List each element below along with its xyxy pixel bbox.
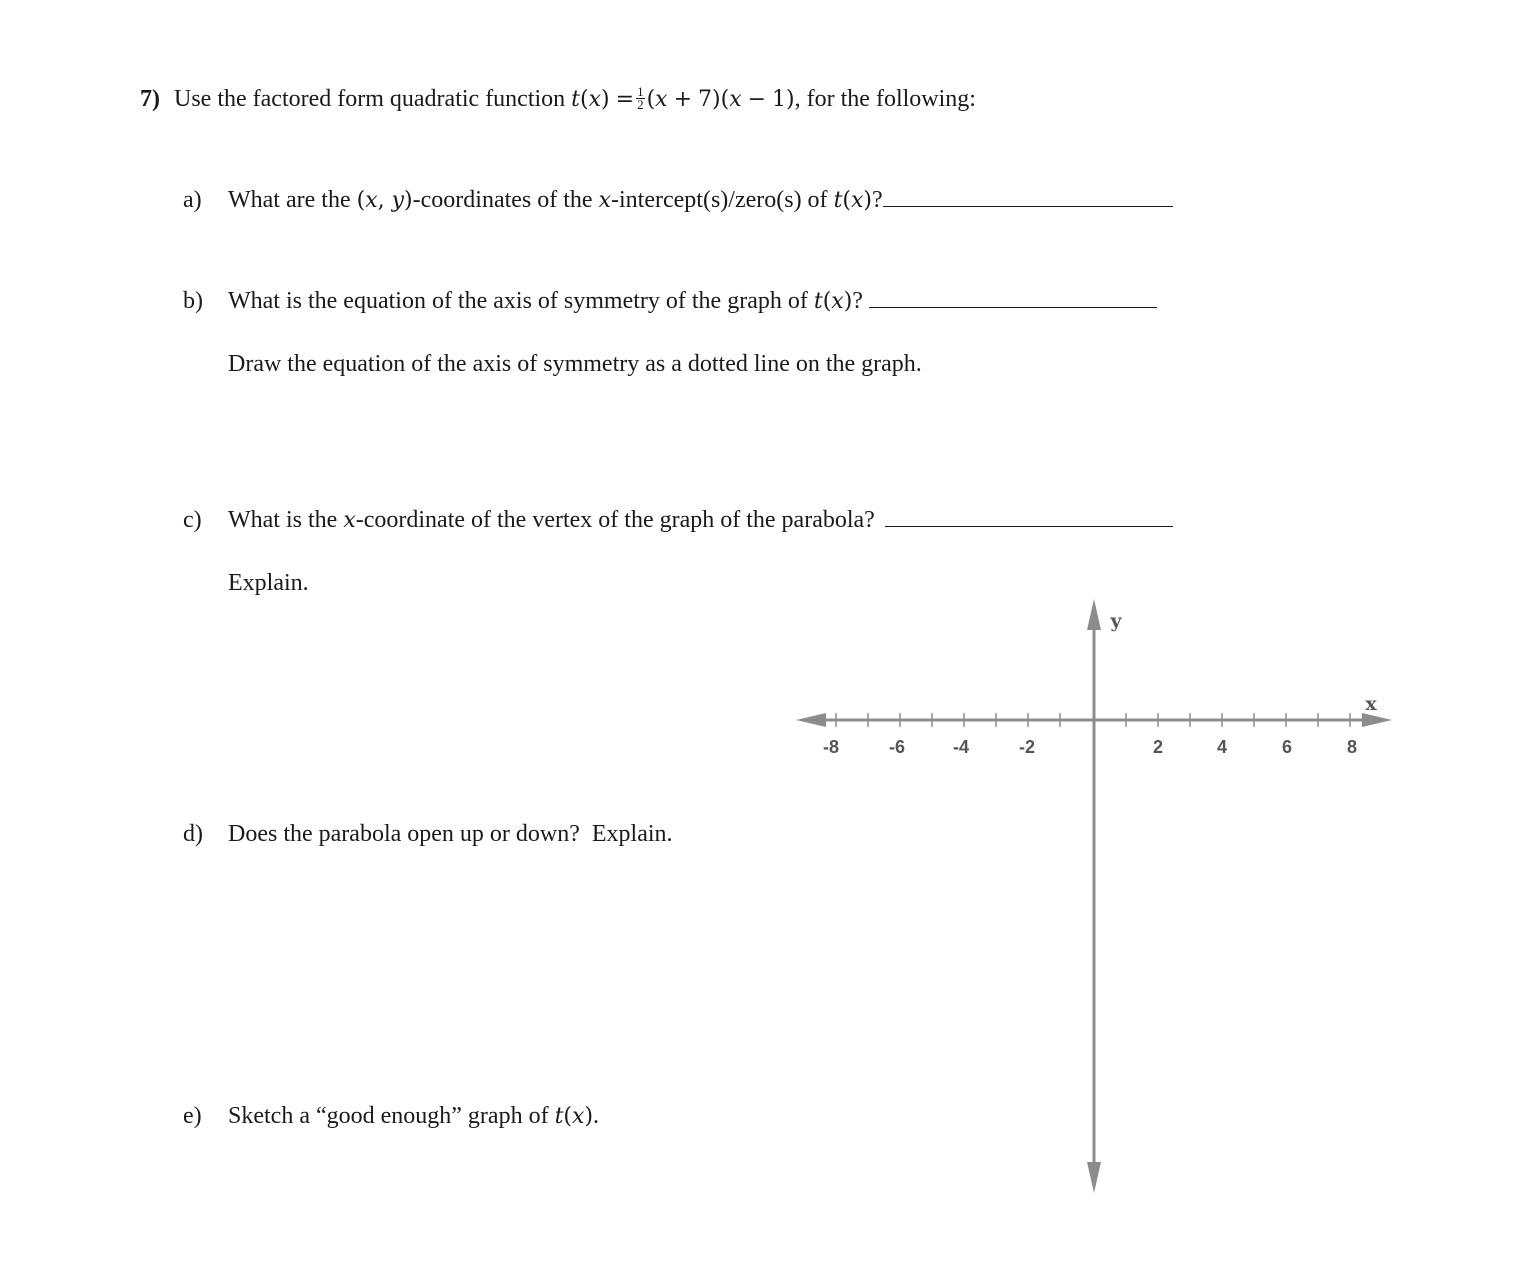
- x-axis-right-arrow: [1362, 713, 1392, 727]
- factor2-constant: 1: [772, 87, 787, 112]
- problem-intro-text: Use the factored form quadratic function: [174, 86, 566, 112]
- part-e-period: .: [593, 1103, 600, 1129]
- coord-x-var: x: [365, 188, 378, 213]
- x-axis-left-arrow: [796, 713, 826, 727]
- part-c-text-start: What is the: [228, 507, 338, 533]
- part-d-label: d): [183, 821, 203, 847]
- fraction-numerator: 1: [637, 83, 644, 99]
- part-a-text-start: What are the: [228, 187, 351, 213]
- part-e-func: t: [554, 1104, 564, 1129]
- y-axis-down-arrow: [1087, 1162, 1101, 1193]
- part-e-text: Sketch a “good enough” graph of: [228, 1103, 549, 1129]
- part-b-func: t: [813, 289, 823, 314]
- part-a-label: a): [183, 187, 202, 213]
- problem-intro-ending: , for the following:: [794, 86, 976, 112]
- part-d-text: Does the parabola open up or down? Explain.: [228, 821, 673, 847]
- equals-sign: =: [615, 87, 635, 112]
- factor2-operator: −: [747, 87, 767, 112]
- part-a-var: x: [851, 188, 864, 213]
- part-c-text-end: -coordinate of the vertex of the graph of the parabola?: [355, 507, 875, 533]
- part-b-text: What is the equation of the axis of symmetry of the graph of: [228, 288, 808, 314]
- part-c-followup: Explain.: [228, 570, 309, 596]
- factor2-variable: x: [729, 87, 742, 112]
- function-variable: x: [588, 87, 602, 112]
- part-b-var: x: [831, 289, 844, 314]
- factor1-constant: 7: [698, 87, 713, 112]
- x-axis-label: x: [1365, 693, 1377, 715]
- part-c-label: c): [183, 507, 202, 533]
- part-a-text-mid: -coordinates of the: [412, 187, 593, 213]
- tick-label-2: 2: [1152, 737, 1164, 757]
- part-a-x-var: x: [598, 188, 611, 213]
- problem-statement: 7) Use the factored form quadratic function t(x) = $\frac{1}{2}$ (x + 7)(x − 1), for the following:: [140, 83, 976, 112]
- tick-label-neg2: -2: [1018, 737, 1036, 757]
- tick-label-6: 6: [1281, 737, 1293, 757]
- part-c-x-var: x: [343, 508, 356, 533]
- tick-label-neg6: -6: [888, 737, 906, 757]
- part-a-text-end: -intercept(s)/zero(s) of: [611, 187, 828, 213]
- part-b-instruction: Draw the equation of the axis of symmetry as a dotted line on the graph.: [228, 351, 922, 377]
- coord-y-var: y: [391, 188, 405, 213]
- y-axis-up-arrow: [1087, 599, 1101, 630]
- part-b-label: b): [183, 288, 203, 314]
- part-b: b) What is the equation of the axis of symmetry of the graph of t(x)?: [183, 286, 1157, 317]
- tick-label-4: 4: [1216, 737, 1228, 757]
- tick-label-neg4: -4: [952, 737, 970, 757]
- y-axis-label: y: [1110, 610, 1122, 632]
- part-b-question-mark: ?: [852, 288, 863, 314]
- fraction-denominator: 2: [637, 96, 644, 112]
- part-e-var: x: [572, 1104, 585, 1129]
- part-e-label: e): [183, 1103, 202, 1129]
- part-a-func: t: [833, 188, 843, 213]
- function-name: t: [571, 87, 581, 112]
- factor1-variable: x: [655, 87, 668, 112]
- part-a: a) What are the (x, y)-coordinates of the x-intercept(s)/zero(s) of t(x)?: [183, 185, 1173, 216]
- problem-number: 7): [140, 86, 160, 112]
- tick-label-neg8: -8: [822, 737, 840, 757]
- factor1-operator: +: [673, 87, 693, 112]
- tick-label-8: 8: [1346, 737, 1358, 757]
- part-e: e) Sketch a “good enough” graph of t(x).: [183, 1103, 600, 1129]
- part-a-question-mark: ?: [872, 187, 883, 213]
